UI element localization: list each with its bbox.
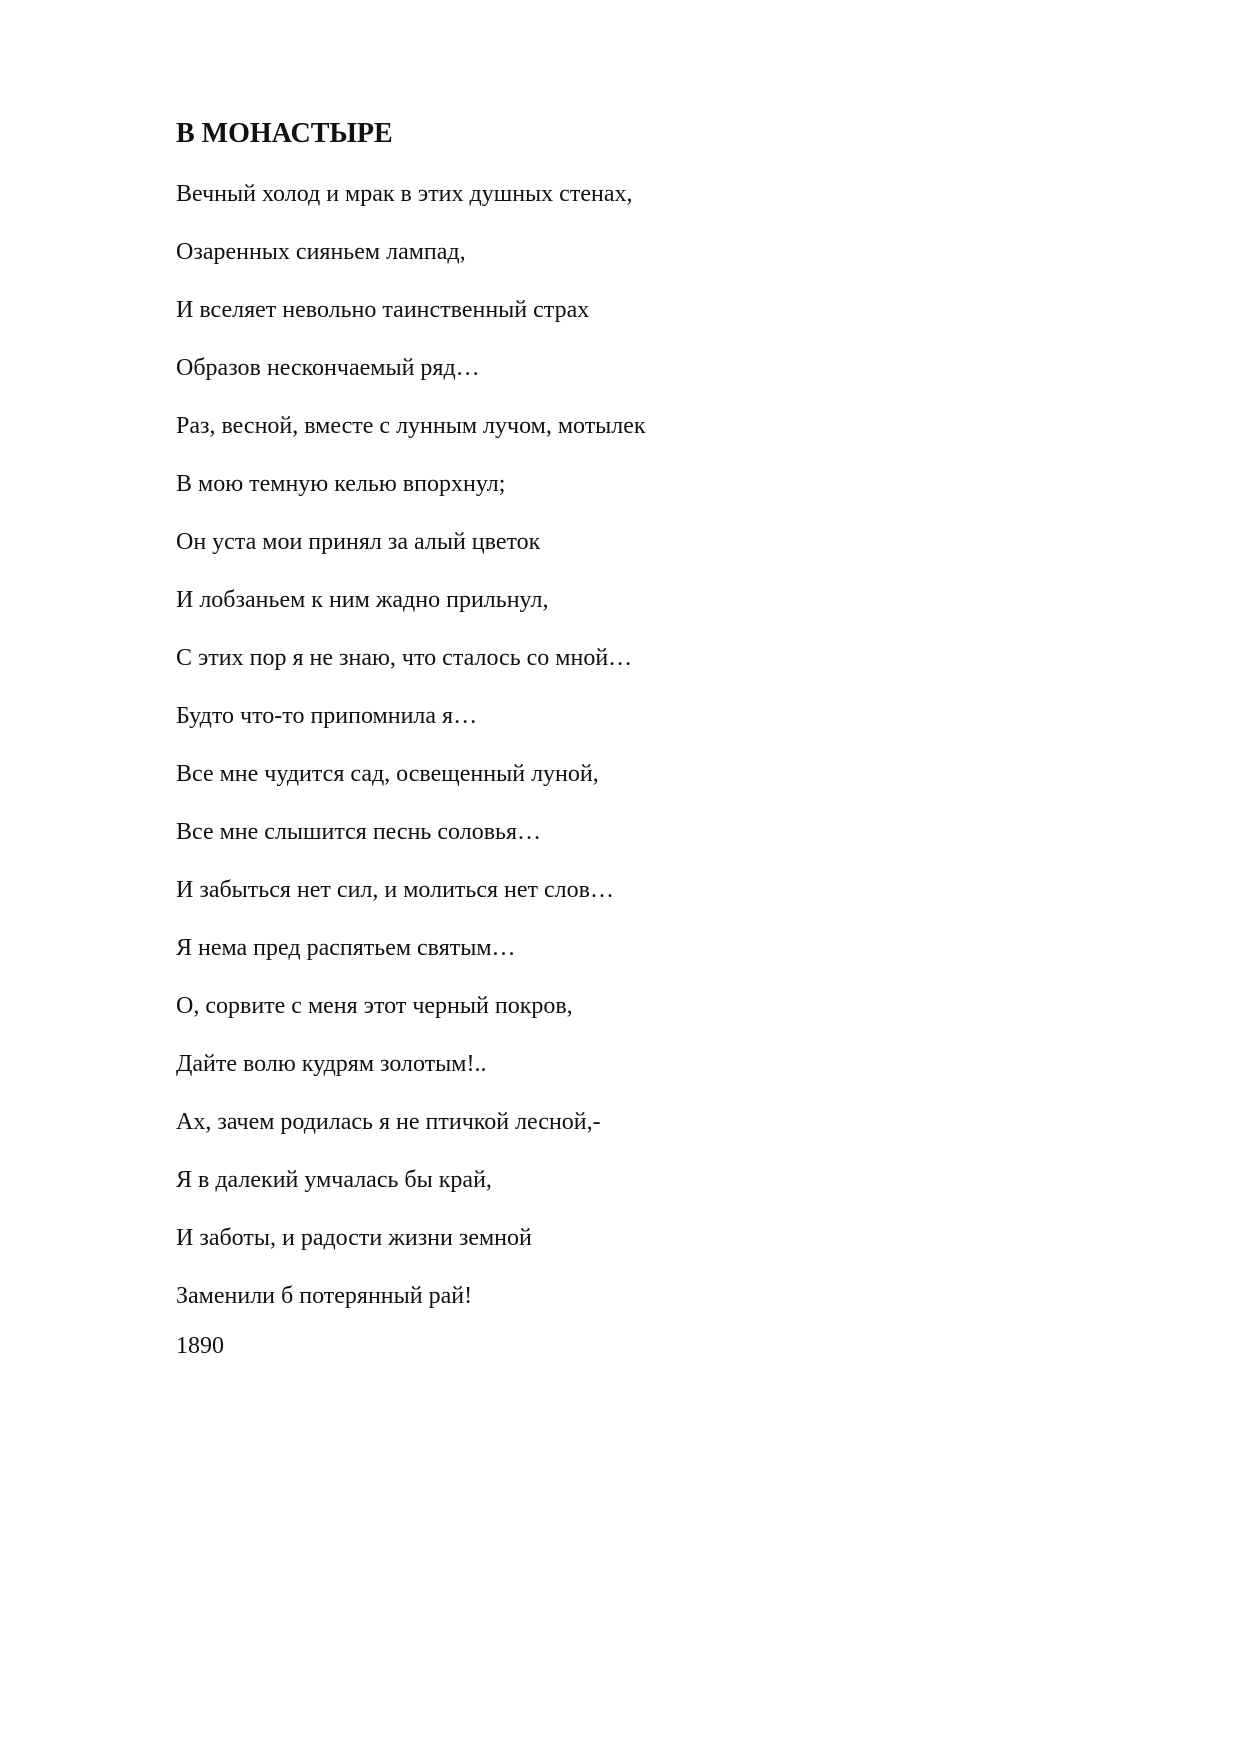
poem-line: Будто что-то припомнила я…	[176, 703, 478, 729]
poem-line: Вечный холод и мрак в этих душных стенах,	[176, 181, 633, 207]
poem-title: В МОНАСТЫРЕ	[176, 118, 393, 149]
poem-line: И забыться нет сил, и молиться нет слов…	[176, 877, 614, 903]
poem-body	[176, 176, 646, 1336]
poem-line: Дайте волю кудрям золотым!..	[176, 1051, 487, 1077]
poem-line: Я нема пред распятьем святым…	[176, 935, 516, 961]
poem-line: Ах, зачем родилась я не птичкой лесной,-	[176, 1109, 601, 1135]
poem-line: Все мне слышится песнь соловья…	[176, 819, 542, 845]
poem-line: И вселяет невольно таинственный страх	[176, 297, 590, 323]
poem-year: 1890	[176, 1333, 224, 1359]
poem-line: Заменили б потерянный рай!	[176, 1283, 473, 1309]
poem-line: Я в далекий умчалась бы край,	[176, 1167, 492, 1193]
poem-line: И лобзаньем к ним жадно прильнул,	[176, 587, 549, 613]
poem-line: О, сорвите с меня этот черный покров,	[176, 993, 573, 1019]
poem-line: Все мне чудится сад, освещенный луной,	[176, 761, 599, 787]
poem-line: Раз, весной, вместе с лунным лучом, мотылек	[176, 413, 646, 439]
poem-line: Образов нескончаемый ряд…	[176, 355, 480, 381]
poem-line: Он уста мои принял за алый цветок	[176, 529, 541, 555]
poem-line: Озаренных сияньем лампад,	[176, 239, 466, 265]
poem-line: С этих пор я не знаю, что сталось со мной…	[176, 645, 633, 671]
poem-line: В мою темную келью впорхнул;	[176, 471, 506, 497]
poem-line: И заботы, и радости жизни земной	[176, 1225, 532, 1251]
